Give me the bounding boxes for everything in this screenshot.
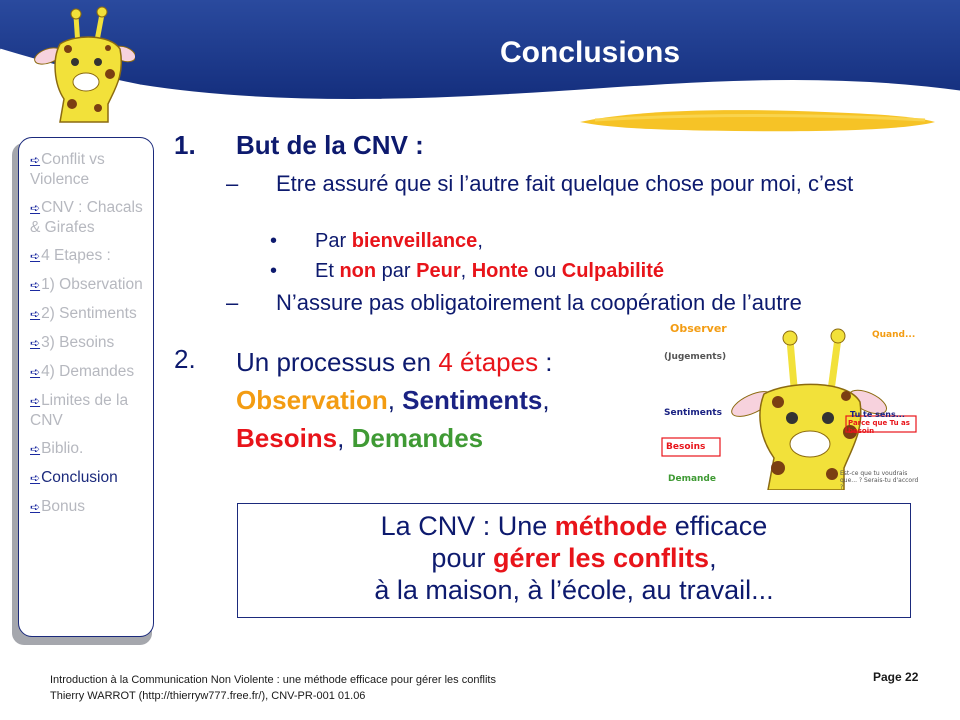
- nav-item-biblio[interactable]: ➪Biblio.: [30, 440, 84, 457]
- arrow-icon: ➪: [30, 336, 41, 350]
- arrow-icon: ➪: [30, 365, 41, 379]
- footer-line2: Thierry WARROT (http://thierryw777.free.fr/), CNV-PR-001 01.06: [50, 690, 366, 702]
- arrow-icon: ➪: [30, 278, 41, 292]
- nav-item-sentiments[interactable]: ➪2) Sentiments: [30, 305, 137, 322]
- arrow-icon: ➪: [30, 500, 41, 514]
- conclusion-box: La CNV : Une méthode efficace pour gérer les conflits, à la maison, à l’école, au travail...: [237, 503, 911, 618]
- footer: [50, 672, 496, 704]
- section2-process: Un processus en 4 étapes : Observation, Sentiments, Besoins, Demandes: [236, 347, 553, 453]
- section1-heading: But de la CNV :: [236, 130, 424, 160]
- nav-item-observation[interactable]: ➪1) Observation: [30, 276, 143, 293]
- arrow-icon: ➪: [30, 249, 41, 263]
- section1-number: 1.: [174, 130, 196, 160]
- slide-title: Conclusions: [499, 36, 680, 69]
- arrow-icon: ➪: [30, 471, 41, 485]
- nav-item-bonus[interactable]: ➪Bonus: [30, 498, 86, 515]
- page-number: Page 22: [873, 670, 919, 684]
- arrow-icon: ➪: [30, 394, 41, 408]
- nav-item-demandes[interactable]: ➪4) Demandes: [30, 363, 135, 380]
- nav-item-conflit[interactable]: ➪Conflit vs Violence: [30, 151, 105, 188]
- section2-number: 2.: [174, 344, 196, 374]
- arrow-icon: ➪: [30, 153, 41, 167]
- nav-item-besoins[interactable]: ➪3) Besoins: [30, 334, 115, 351]
- sidebar-nav: [18, 137, 154, 637]
- nav-item-cnv[interactable]: ➪CNV : Chacals & Girafes: [30, 199, 143, 236]
- brush-stroke: [575, 104, 940, 136]
- nav-item-limites[interactable]: ➪Limites de la CNV: [30, 392, 129, 429]
- arrow-icon: ➪: [30, 307, 41, 321]
- arrow-icon: ➪: [30, 442, 41, 456]
- giraffe-illustration: Observer Quand... (Jugements) Sentiments Tu te sens... Besoins Parce que Tu as besoin Demande Est-ce que tu voudrais que... ? Serais-tu d'accord ?: [664, 322, 919, 491]
- arrow-icon: ➪: [30, 201, 41, 215]
- nav-item-4-etapes[interactable]: ➪4 Etapes :: [30, 247, 111, 264]
- footer-line1: Introduction à la Communication Non Violente : une méthode efficace pour gérer les conflits: [50, 674, 496, 686]
- nav-item-conclusion[interactable]: ➪Conclusion: [30, 469, 118, 486]
- giraffe-logo: [20, 4, 135, 124]
